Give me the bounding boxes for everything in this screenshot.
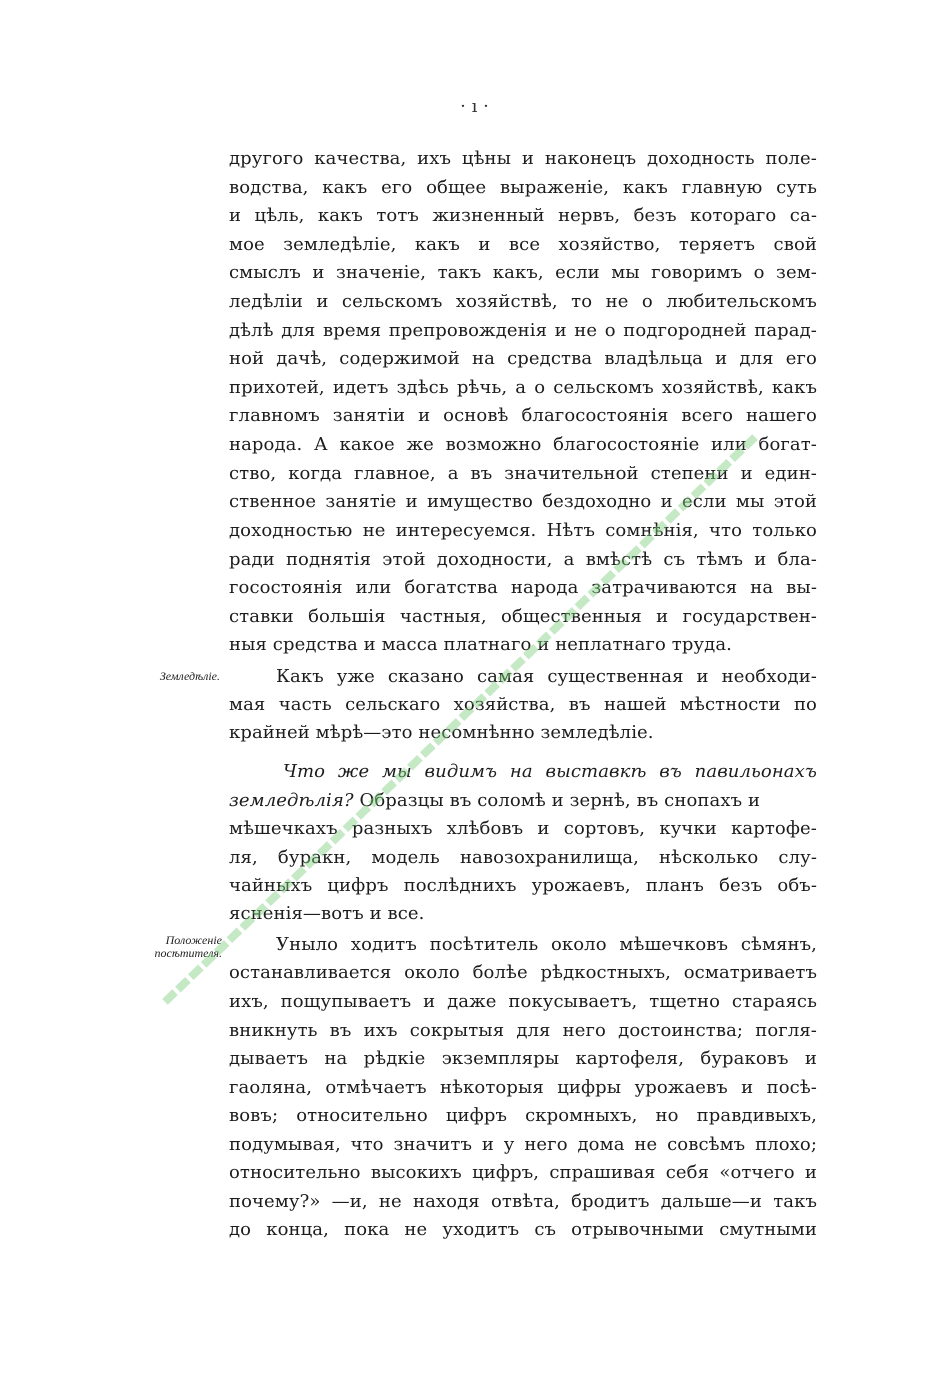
text-line: дѣлѣ для время препровожденія и не о подгородней парад- <box>229 320 817 341</box>
margin-note-line: посѣтителя. <box>154 946 222 960</box>
text-line: и цѣль, какъ тотъ жизненный нервъ, безъ котораго са- <box>229 205 817 226</box>
page-header-mark: · ı · <box>460 96 489 117</box>
text-line: мая часть сельскаго хозяйства, въ нашей мѣстности по <box>229 694 817 715</box>
text-line: крайней мѣрѣ—это несомнѣнно земледѣліе. <box>229 722 654 743</box>
text-line: прихотей, идетъ здѣсь рѣчь, а о сельскомъ хозяйствѣ, какъ <box>229 377 817 398</box>
text-line: Уныло ходитъ посѣтитель около мѣшечковъ сѣмянъ, <box>276 934 817 955</box>
text-line: госостоянія или богатства народа затрачиваются на вы- <box>229 577 817 598</box>
text-line: подумывая, что значитъ и у него дома не совсѣмъ плохо; <box>229 1134 817 1155</box>
text-line: ство, когда главное, а въ значительной степени и един- <box>229 463 817 484</box>
italic-phrase: земледѣлія? <box>229 790 354 811</box>
text-line: доходностью не интересуемся. Нѣтъ сомнѣнія, что только <box>229 520 817 541</box>
text-line: ной дачѣ, содержимой на средства владѣльца и для его <box>229 348 817 369</box>
text-line: народа. А какое же возможно благосостояніе или богат- <box>229 434 817 455</box>
text-line: Какъ уже сказано самая существенная и необходи- <box>276 666 817 687</box>
text-line: ныя средства и масса платнаго и неплатнаго труда. <box>229 634 732 655</box>
text-line: ихъ, пощупываетъ и даже покусываетъ, тщетно стараясь <box>229 991 817 1012</box>
text-line: ставки большія частныя, общественныя и государствен- <box>229 606 817 627</box>
text-line: главномъ занятіи и основѣ благосостоянія всего нашего <box>229 405 817 426</box>
text-line: вовъ; относительно цифръ скромныхъ, но правдивыхъ, <box>229 1105 817 1126</box>
text-line: мое земледѣліе, какъ и все хозяйство, теряетъ свой <box>229 234 817 255</box>
watermark-dash <box>175 977 191 992</box>
watermark-dash <box>227 928 243 943</box>
watermark-dash <box>188 965 204 980</box>
text-line: относительно высокихъ цифръ, спрашивая себя «отчего и <box>229 1162 817 1183</box>
margin-note-zemledelie: Земледѣліе. <box>159 669 220 683</box>
text-line: смыслъ и значеніе, такъ какъ, если мы говоримъ о зем- <box>229 262 817 283</box>
text-line: ради поднятія этой доходности, а вмѣстѣ съ тѣмъ и бла- <box>229 549 817 570</box>
text-line: другого качества, ихъ цѣны и наконецъ доходность поле- <box>229 148 817 169</box>
text-line: почему?» —и, не находя отвѣта, бродитъ дальше—и такъ <box>229 1191 817 1212</box>
margin-note-polozhenie <box>118 934 222 960</box>
text-line: Что же мы видимъ на выставкѣ въ павильонахъ <box>283 761 817 782</box>
text-line: вникнуть въ ихъ сокрытыя для него достоинства; погля- <box>229 1020 817 1041</box>
text-line: ясненія—вотъ и все. <box>229 903 425 924</box>
text-line: гаоляна, отмѣчаетъ нѣкоторыя цифры урожаевъ и посѣ- <box>229 1077 817 1098</box>
text-line: мѣшечкахъ разныхъ хлѣбовъ и сортовъ, кучки картофе- <box>229 818 817 839</box>
watermark-dash <box>162 989 178 1004</box>
text-segment: Образцы въ соломѣ и зернѣ, въ снопахъ и <box>353 790 761 811</box>
margin-note-line: Положеніе <box>165 933 222 947</box>
text-line: ледѣліи и сельскомъ хозяйствѣ, то не о любительскомъ <box>229 291 817 312</box>
text-line: ственное занятіе и имущество бездоходно и если мы этой <box>229 491 817 512</box>
text-line <box>229 788 817 816</box>
text-line: ля, буракн, модель навозохранилища, нѣсколько слу- <box>229 847 817 868</box>
text-line: останавливается около болѣе рѣдкостныхъ, осматриваетъ <box>229 962 817 983</box>
text-line: дываетъ на рѣдкіе экземпляры картофеля, бураковъ и <box>229 1048 817 1069</box>
text-line: водства, какъ его общее выраженіе, какъ главную суть <box>229 177 817 198</box>
text-line: до конца, пока не уходитъ съ отрывочными смутными <box>229 1219 817 1240</box>
text-line: чайныхъ цифръ послѣднихъ урожаевъ, планъ безъ объ- <box>229 875 817 896</box>
